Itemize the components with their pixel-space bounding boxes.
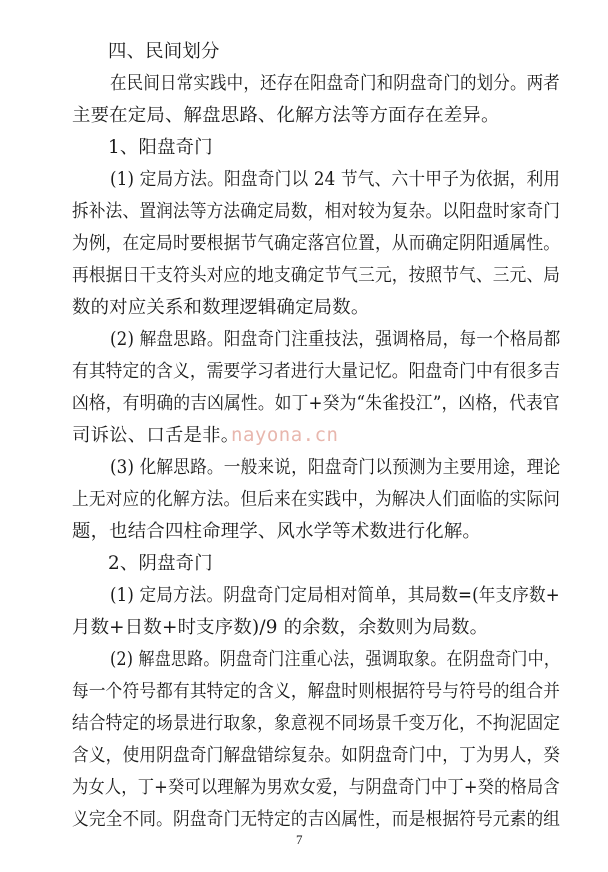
- page-number: 7: [296, 832, 303, 847]
- paragraph-line: 结合特定的场景进行取象，象意视不同场景千变万化，不拘泥固定: [72, 713, 561, 734]
- paragraph-line: 再根据日干支符头对应的地支确定节气三元，按照节气、三元、局: [72, 265, 561, 286]
- paragraph-line: 在民间日常实践中，还存在阳盘奇门和阴盘奇门的划分。两者: [110, 73, 560, 94]
- paragraph-line: 拆补法、置润法等方法确定局数，相对较为复杂。以阳盘时家奇门: [72, 201, 561, 222]
- section-heading: 四、民间划分: [108, 41, 220, 62]
- paragraph-line: 每一个符号都有其特定的含义，解盘时则根据符号与符号的组合并: [72, 681, 561, 702]
- paragraph-line: 主要在定局、解盘思路、化解方法等方面存在差异。: [72, 105, 500, 126]
- paragraph-line: 数的对应关系和数理逻辑确定局数。: [72, 297, 370, 318]
- paragraph-line: (1) 定局方法。阴盘奇门定局相对简单，其局数=(年支序数+: [110, 585, 560, 606]
- paragraph-line: 为女人，丁+癸可以理解为男欢女爱，与阴盘奇门中丁+癸的格局含: [72, 777, 560, 798]
- subsection-heading: 2、阴盘奇门: [108, 553, 213, 574]
- paragraph-line: 月数+日数+时支序数)/9 的余数，余数则为局数。: [72, 617, 489, 638]
- paragraph-line: 题，也结合四柱命理学、风水学等术数进行化解。: [72, 521, 481, 542]
- paragraph-line: (2) 解盘思路。阳盘奇门注重技法，强调格局，每一个格局都: [110, 329, 561, 350]
- paragraph-line: (1) 定局方法。阳盘奇门以 24 节气、六十甲子为依据，利用: [110, 169, 561, 190]
- paragraph-line: 上无对应的化解方法。但后来在实践中，为解决人们面临的实际问: [72, 489, 561, 510]
- watermark: nayona.cn: [231, 424, 339, 446]
- paragraph-line: 为例，在定局时要根据节气确定落宫位置，从而确定阴阳遁属性。: [72, 233, 561, 254]
- paragraph-line: 有其特定的含义，需要学习者进行大量记忆。阳盘奇门中有很多吉: [72, 361, 561, 382]
- paragraph-line: 司诉讼、口舌是非。: [72, 425, 240, 446]
- paragraph-line: (3) 化解思路。一般来说，阳盘奇门以预测为主要用途，理论: [110, 457, 561, 478]
- paragraph-line: (2) 解盘思路。阴盘奇门注重心法，强调取象。在阴盘奇门中，: [110, 649, 561, 670]
- paragraph-line: 凶格，有明确的吉凶属性。如丁+癸为“朱雀投江”，凶格，代表官: [72, 393, 560, 414]
- subsection-heading: 1、阳盘奇门: [108, 137, 213, 158]
- paragraph-line: 义完全不同。阴盘奇门无特定的吉凶属性，而是根据符号元素的组: [72, 809, 561, 830]
- paragraph-line: 含义，使用阴盘奇门解盘错综复杂。如阴盘奇门中，丁为男人，癸: [72, 745, 561, 766]
